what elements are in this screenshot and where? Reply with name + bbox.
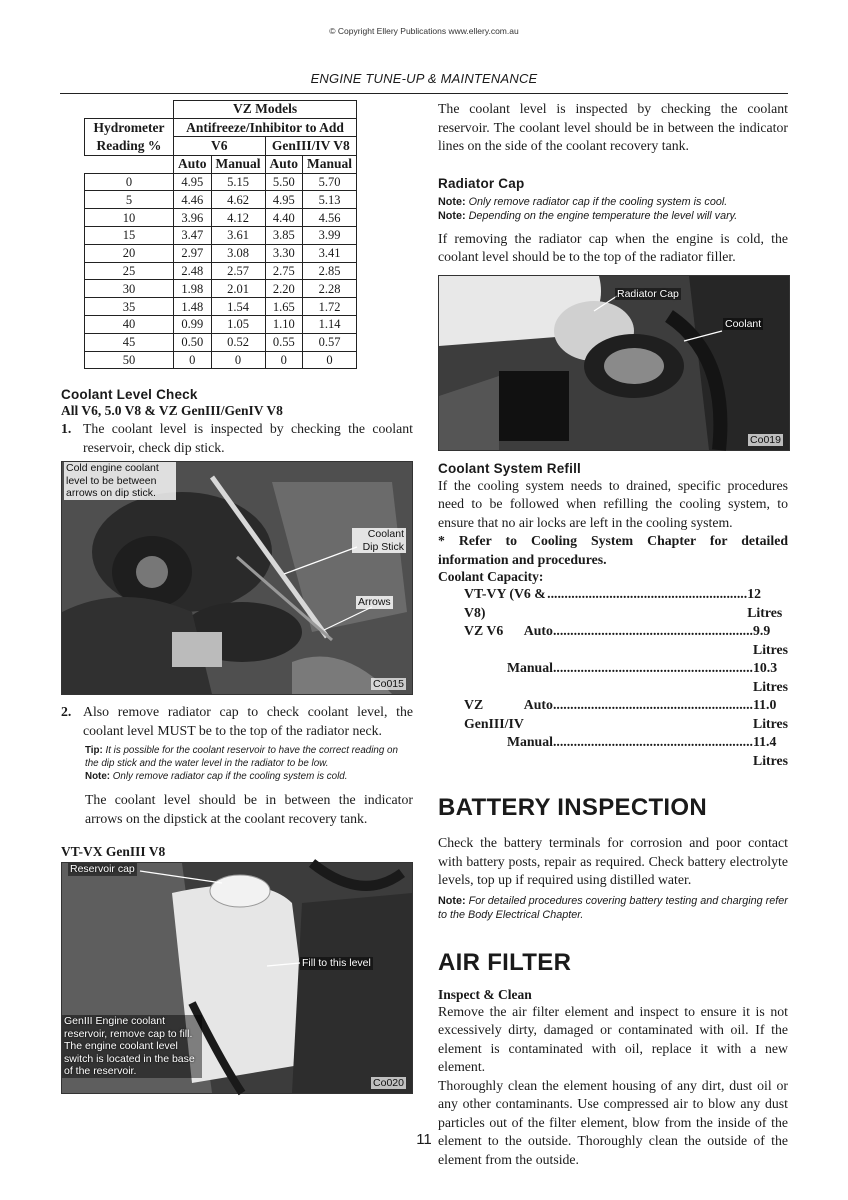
- page-number: 11: [416, 1131, 432, 1148]
- col-hydrometer-reading: Hydrometer Reading %: [85, 118, 174, 155]
- cell-value: 2.48: [174, 262, 212, 280]
- cell-value: 0: [174, 351, 212, 369]
- cell-value: 5.70: [303, 173, 357, 191]
- dot-leader: ..........................................................: [552, 623, 753, 638]
- cell-value: 1.05: [211, 315, 265, 333]
- cell-reading: 10: [85, 209, 174, 227]
- cell-value: 5.50: [265, 173, 303, 191]
- air-filter-heading: AIR FILTER: [438, 948, 572, 976]
- cell-value: 0.50: [174, 333, 212, 351]
- table-row: [85, 333, 357, 351]
- tip-text: It is possible for the coolant reservoir to have the correct reading on the dip stick and the water level in the radiator to be low.: [85, 745, 398, 770]
- left-column: [61, 100, 413, 1094]
- photo-code: Co020: [373, 1077, 404, 1090]
- cell-value: 4.40: [265, 209, 303, 227]
- capacity-value: 11.4 Litres: [753, 734, 788, 768]
- capacity-trans: Auto: [523, 697, 553, 712]
- table-row: [85, 351, 357, 369]
- cell-value: 4.62: [211, 191, 265, 209]
- refill-title: Coolant System Refill: [438, 460, 581, 476]
- step-1: [61, 420, 413, 457]
- capacity-value: 11.0 Litres: [753, 697, 788, 731]
- cell-value: 0.55: [265, 333, 303, 351]
- col-v6: V6: [174, 137, 266, 156]
- table-title: VZ Models: [174, 101, 357, 119]
- table-row: [85, 173, 357, 191]
- vtvx-title: VT-VX GenIII V8: [61, 844, 166, 860]
- capacity-model: VT-VY (V6 & V8): [464, 586, 546, 620]
- step-2: [61, 703, 413, 740]
- coolant-level-para: The coolant level should be in between the indicator arrows on the dipstick at the coolant recovery tank.: [85, 792, 413, 826]
- page-header: ENGINE TUNE-UP & MAINTENANCE: [310, 71, 538, 86]
- photo-dipstick: [61, 461, 413, 695]
- capacity-row: [438, 696, 788, 733]
- cell-value: 1.10: [265, 315, 303, 333]
- battery-para: Check the battery terminals for corrosion and poor contact with battery posts, repair as required. Check battery electrolyte levels, top up if required using distilled water.: [438, 835, 788, 887]
- capacity-value: 12 Litres: [747, 586, 783, 620]
- capacity-row: [438, 659, 788, 696]
- table-row: [85, 315, 357, 333]
- dot-leader: ..........................................................: [552, 734, 753, 749]
- label-reservoir-cap: Reservoir cap: [70, 863, 135, 876]
- cell-reading: 0: [85, 173, 174, 191]
- header-rule: [60, 93, 788, 94]
- table-row: [85, 262, 357, 280]
- cell-value: 1.98: [174, 280, 212, 298]
- cell-value: 1.65: [265, 298, 303, 316]
- cell-value: 4.12: [211, 209, 265, 227]
- cell-value: 2.57: [211, 262, 265, 280]
- battery-note: [438, 894, 788, 923]
- cell-value: 3.41: [303, 244, 357, 262]
- label-arrows: Arrows: [358, 596, 391, 609]
- cell-value: 0: [303, 351, 357, 369]
- intro-para: The coolant level is inspected by checking the coolant reservoir. The coolant level should be in between the indicator lines on the side of the coolant recovery tank.: [438, 101, 788, 153]
- cell-reading: 35: [85, 298, 174, 316]
- note-label: Note:: [85, 771, 111, 783]
- cell-reading: 15: [85, 226, 174, 244]
- cell-value: 1.72: [303, 298, 357, 316]
- sub-col: Auto: [174, 155, 212, 173]
- dot-leader: ..........................................................: [552, 660, 753, 675]
- col-antifreeze: Antifreeze/Inhibitor to Add: [174, 118, 357, 137]
- tip: [85, 744, 413, 770]
- capacity-model: VZ V6: [464, 623, 504, 638]
- note-label: Note:: [438, 894, 466, 907]
- radiator-cap-title: Radiator Cap: [438, 175, 525, 191]
- cell-reading: 50: [85, 351, 174, 369]
- capacity-value: 10.3 Litres: [753, 660, 788, 694]
- photo-radiator-cap: [438, 275, 790, 451]
- label-fill-level: Fill to this level: [302, 957, 371, 970]
- capacity-row: [438, 622, 788, 659]
- battery-heading: BATTERY INSPECTION: [438, 794, 707, 821]
- air-para-1: Remove the air filter element and inspect to ensure it is not excessively dirty, damaged or contaminated with oil. If the element is contaminated with oil, replace it with a new element.: [438, 1003, 788, 1074]
- table-row: [85, 209, 357, 227]
- cell-reading: 30: [85, 280, 174, 298]
- note-text: Only remove radiator cap if the cooling system is cool.: [468, 195, 728, 208]
- cell-value: 1.48: [174, 298, 212, 316]
- cell-value: 0: [265, 351, 303, 369]
- cell-value: 3.30: [265, 244, 303, 262]
- cell-value: 3.85: [265, 226, 303, 244]
- cell-reading: 40: [85, 315, 174, 333]
- label-cold-engine: Cold engine coolant level to be between arrows on dip stick.: [64, 462, 176, 500]
- cell-value: 0: [211, 351, 265, 369]
- radiator-para: If removing the radiator cap when the engine is cold, the coolant level should be to the top of the radiator filler.: [438, 230, 788, 264]
- air-para-2: Thoroughly clean the element housing of any dirt, dust oil or any other contaminants. Use compressed air to blow any dust particles out of the filter element, blow from the inside of the element to the outside. Thoroughly clean the outside of the element from the outside.: [438, 1077, 788, 1167]
- table-row: [85, 191, 357, 209]
- cell-value: 5.15: [211, 173, 265, 191]
- capacity-trans: Manual: [506, 660, 553, 675]
- hydrometer-table: [84, 100, 357, 369]
- note-2: [438, 209, 788, 224]
- capacity-model: VZ GenIII/IV: [464, 697, 524, 731]
- cell-value: 4.56: [303, 209, 357, 227]
- step-number: 2.: [61, 704, 72, 720]
- capacity-trans: Manual: [506, 734, 553, 749]
- capacity-value: 9.9 Litres: [753, 623, 788, 657]
- cell-value: 5.13: [303, 191, 357, 209]
- sub-col: Manual: [303, 155, 357, 173]
- note-text: Depending on the engine temperature the level will vary.: [468, 210, 738, 222]
- cell-value: 2.20: [265, 280, 303, 298]
- cell-value: 3.96: [174, 209, 212, 227]
- copyright-notice: © Copyright Ellery Publications www.ellery.com.au: [329, 26, 519, 36]
- photo-reservoir: [61, 862, 413, 1094]
- label-dipstick: Coolant Dip Stick: [352, 528, 406, 553]
- capacity-row: [438, 733, 788, 770]
- cell-value: 3.47: [174, 226, 212, 244]
- cell-value: 1.14: [303, 315, 357, 333]
- cell-value: 2.97: [174, 244, 212, 262]
- refill-para: If the cooling system needs to drained, specific procedures need to be followed when refilling the cooling system, to ensure that no air locks are left in the cooling system.: [438, 477, 788, 530]
- cell-value: 4.46: [174, 191, 212, 209]
- label-radiator-cap: Radiator Cap: [617, 287, 679, 300]
- label-coolant: Coolant: [725, 317, 762, 330]
- sub-col: Auto: [265, 155, 303, 173]
- cell-value: 0.99: [174, 315, 212, 333]
- table-row: [85, 226, 357, 244]
- tip-label: Tip:: [85, 745, 103, 757]
- cell-value: 1.54: [211, 298, 265, 316]
- cell-value: 2.85: [303, 262, 357, 280]
- refer-note: * Refer to Cooling System Chapter for detailed information and procedures.: [438, 533, 788, 567]
- table-row: [85, 280, 357, 298]
- label-geniii-reservoir: GenIII Engine coolant reservoir, remove cap to fill. The engine coolant level switch is located in the base of the reservoir.: [62, 1015, 202, 1078]
- capacity-trans: Auto: [523, 623, 553, 638]
- note-1: [438, 195, 788, 210]
- note-label: Note:: [438, 210, 466, 222]
- cell-reading: 5: [85, 191, 174, 209]
- col-v8: GenIII/IV V8: [265, 137, 357, 156]
- photo-code: Co015: [373, 678, 404, 691]
- capacity-title: Coolant Capacity:: [438, 569, 544, 584]
- sub-col: Manual: [211, 155, 265, 173]
- step-text: Also remove radiator cap to check coolant level, the coolant level MUST be to the top of the radiator neck.: [83, 704, 413, 738]
- note-label: Note:: [438, 195, 466, 208]
- cell-reading: 45: [85, 333, 174, 351]
- cell-value: 2.01: [211, 280, 265, 298]
- table-body: [85, 173, 357, 369]
- dot-leader: ..........................................................: [547, 586, 748, 601]
- cell-value: 4.95: [265, 191, 303, 209]
- note: [85, 770, 413, 783]
- cell-reading: 20: [85, 244, 174, 262]
- note-text: Only remove radiator cap if the cooling system is cold.: [112, 771, 348, 783]
- coolant-check-subtitle: All V6, 5.0 V8 & VZ GenIII/GenIV V8: [61, 403, 283, 419]
- cell-value: 2.75: [265, 262, 303, 280]
- table-row: [85, 298, 357, 316]
- cell-value: 0.57: [303, 333, 357, 351]
- photo-code: Co019: [750, 433, 781, 446]
- inspect-clean-title: Inspect & Clean: [438, 986, 532, 1002]
- capacity-row: [438, 585, 788, 622]
- cell-value: 4.95: [174, 173, 212, 191]
- radiator-photo-illustration: [439, 276, 789, 450]
- cell-value: 0.52: [211, 333, 265, 351]
- cell-reading: 25: [85, 262, 174, 280]
- step-text: The coolant level is inspected by checking the coolant reservoir, check dip stick.: [83, 421, 413, 455]
- cell-value: 2.28: [303, 280, 357, 298]
- right-column: [438, 100, 788, 1169]
- step-number: 1.: [61, 421, 72, 437]
- table-row: [85, 244, 357, 262]
- dot-leader: ..........................................................: [552, 697, 753, 712]
- cell-value: 3.61: [211, 226, 265, 244]
- cell-value: 3.99: [303, 226, 357, 244]
- cell-value: 3.08: [211, 244, 265, 262]
- coolant-check-title: Coolant Level Check: [61, 387, 198, 403]
- note-text: For detailed procedures covering battery testing and charging refer to the Body Electrical Chapter.: [438, 894, 788, 921]
